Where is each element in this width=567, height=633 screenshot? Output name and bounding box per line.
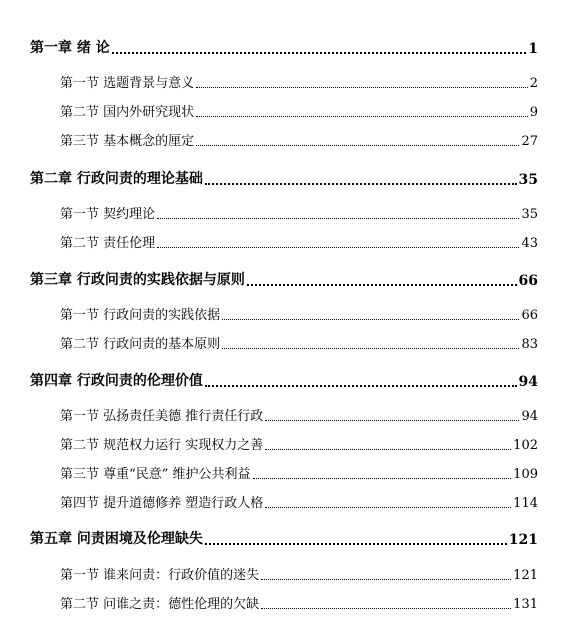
toc-page-number: 1 (528, 41, 538, 57)
toc-page-number: 131 (513, 597, 538, 612)
toc-page-number: 9 (529, 105, 538, 120)
toc-page-number: 121 (508, 532, 538, 548)
dot-leader (247, 283, 517, 286)
dot-leader (112, 51, 527, 54)
toc-chapter-3 (30, 269, 538, 289)
toc-entry-title: 第二节 行政问责的基本原则 (60, 337, 221, 352)
toc-section-5-2 (60, 593, 538, 612)
toc-page-number: 66 (521, 308, 538, 323)
toc-page-number: 35 (518, 172, 538, 188)
toc-section-1-3 (60, 130, 538, 149)
toc-page-number: 27 (521, 134, 538, 149)
toc-chapter-2 (30, 168, 538, 188)
dot-leader (222, 318, 519, 320)
toc-entry-title: 第一节 选题背景与意义 (60, 76, 195, 91)
dot-leader (265, 448, 511, 450)
dot-leader (196, 115, 528, 117)
toc-section-3-2 (60, 333, 538, 352)
toc-page-number: 66 (518, 273, 538, 289)
dot-leader (261, 607, 511, 609)
dot-leader (265, 506, 511, 508)
toc-entry-title: 第一节 谁来问责：行政价值的迷失 (60, 568, 260, 583)
toc-page-number: 2 (529, 76, 538, 91)
toc-section-1-2 (60, 101, 538, 120)
dot-leader (205, 182, 517, 185)
dot-leader (265, 419, 519, 421)
toc-section-1-1 (60, 72, 538, 91)
toc-entry-title: 第一节 弘扬责任美德 推行责任行政 (60, 409, 264, 424)
toc-chapter-5 (30, 528, 538, 548)
toc-entry-title: 第三章 行政问责的实践依据与原则 (30, 272, 245, 288)
toc-entry-title: 第二章 行政问责的理论基础 (30, 171, 203, 187)
toc-page-number: 94 (521, 409, 538, 424)
toc-chapter-4 (30, 370, 538, 390)
toc-section-5-1 (60, 564, 538, 583)
toc-entry-title: 第三节 基本概念的厘定 (60, 134, 195, 149)
toc-section-2-2 (60, 232, 538, 251)
dot-leader (157, 217, 519, 219)
toc-section-4-1 (60, 405, 538, 424)
toc-entry-title: 第一章 绪 论 (30, 40, 110, 56)
dot-leader (196, 144, 519, 146)
toc-entry-title: 第二节 国内外研究现状 (60, 105, 195, 120)
toc-page-number: 109 (513, 467, 538, 482)
toc-page-number: 121 (513, 568, 538, 583)
toc-section-4-2 (60, 434, 538, 453)
dot-leader (253, 477, 512, 479)
dot-leader (205, 542, 507, 545)
dot-leader (261, 578, 511, 580)
toc-entry-title: 第一节 行政问责的实践依据 (60, 308, 221, 323)
toc-entry-title: 第二节 问谁之责：德性伦理的欠缺 (60, 597, 260, 612)
toc-section-2-1 (60, 203, 538, 222)
dot-leader (222, 347, 519, 349)
dot-leader (205, 384, 517, 387)
dot-leader (196, 86, 528, 88)
toc-section-3-1 (60, 304, 538, 323)
toc-section-4-3 (60, 463, 538, 482)
toc-page-number: 35 (521, 207, 538, 222)
toc-page-number: 102 (513, 438, 538, 453)
toc-entry-title: 第三节 尊重“民意” 维护公共利益 (60, 467, 251, 482)
toc-chapter-1 (30, 37, 538, 57)
dot-leader (157, 246, 519, 248)
toc-entry-title: 第五章 问责困境及伦理缺失 (30, 531, 203, 547)
toc-page-number: 43 (521, 236, 538, 251)
toc-entry-title: 第二节 规范权力运行 实现权力之善 (60, 438, 264, 453)
toc-section-4-4 (60, 492, 538, 511)
toc-entry-title: 第四章 行政问责的伦理价值 (30, 373, 203, 389)
toc-page-number: 94 (518, 374, 538, 390)
toc-page-number: 114 (513, 496, 538, 511)
toc-entry-title: 第二节 责任伦理 (60, 236, 156, 251)
toc-entry-title: 第四节 提升道德修养 塑造行政人格 (60, 496, 264, 511)
toc-page-number: 83 (521, 337, 538, 352)
toc-entry-title: 第一节 契约理论 (60, 207, 156, 222)
